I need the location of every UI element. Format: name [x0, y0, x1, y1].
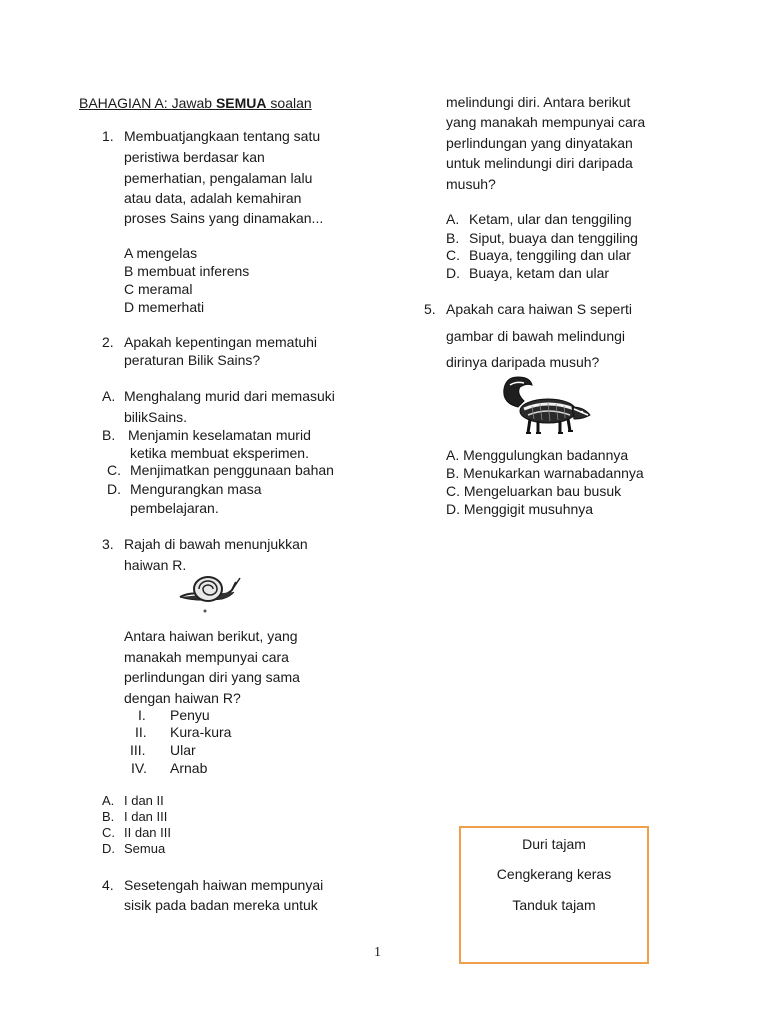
q5-option: C. Mengeluarkan bau busuk — [446, 483, 622, 499]
q4-cont-line: melindungi diri. Antara berikut — [446, 94, 631, 110]
q3-option-text: I dan III — [124, 809, 168, 824]
q4-option-letter: A. — [446, 211, 460, 227]
q5-option: A. Menggulungkan badannya — [446, 447, 629, 463]
q3-option-text: II dan III — [124, 825, 171, 840]
q1-line: Membuatjangkaan tentang satu — [124, 128, 321, 144]
q3-roman-num: I. — [138, 707, 146, 723]
q1-option: C meramal — [124, 281, 193, 297]
q4-option-text: Ketam, ular dan tenggiling — [469, 211, 632, 227]
q4-option-letter: C. — [446, 247, 460, 263]
section-header: BAHAGIAN A: Jawab SEMUA soalan — [79, 95, 312, 111]
q3-line: perlindungan diri yang sama — [124, 669, 300, 685]
q4-line: Sesetengah haiwan mempunyai — [124, 877, 324, 893]
q4-option-text: Buaya, ketam dan ular — [469, 265, 610, 281]
q5-option: D. Menggigit musuhnya — [446, 501, 594, 517]
q2-option-line: Menghalang murid dari memasuki — [124, 388, 335, 404]
q1-option: B membuat inferens — [124, 263, 250, 279]
q3-line: Rajah di bawah menunjukkan — [124, 536, 308, 552]
q3-option-letter: A. — [102, 793, 115, 808]
q3-number: 3. — [102, 536, 114, 552]
q5-number: 5. — [424, 301, 436, 317]
q5-line: Apakah cara haiwan S seperti — [446, 301, 632, 317]
q3-roman-text: Penyu — [170, 707, 210, 723]
q2-option-line: Menjamin keselamatan murid — [128, 427, 311, 443]
q4-number: 4. — [102, 877, 114, 893]
q2-option-letter: A. — [102, 388, 116, 404]
q3-line: haiwan R. — [124, 557, 187, 573]
q1-option: D memerhati — [124, 299, 205, 315]
q3-roman-num: II. — [135, 724, 147, 740]
q3-roman-text: Kura-kura — [170, 724, 232, 740]
q3-option-letter: C. — [102, 825, 115, 840]
q4-cont-line: perlindungan yang dinyatakan — [446, 135, 633, 151]
box-item: Tanduk tajam — [512, 897, 596, 913]
q3-line: manakah mempunyai cara — [124, 649, 289, 665]
q2-option-line: ketika membuat eksperimen. — [130, 445, 309, 461]
q4-cont-line: musuh? — [446, 176, 496, 192]
q2-option-letter: D. — [107, 481, 121, 497]
q2-line: Apakah kepentingan mematuhi — [124, 334, 318, 350]
q3-option-letter: D. — [102, 841, 115, 856]
box-item: Cengkerang keras — [496, 866, 612, 882]
q3-roman-num: IV. — [131, 760, 147, 776]
q2-line: peraturan Bilik Sains? — [124, 352, 261, 368]
q2-option-line: Menjimatkan penggunaan bahan — [130, 462, 334, 478]
q1-line: proses Sains yang dinamakan... — [124, 210, 324, 226]
q2-option-letter: B. — [102, 427, 116, 443]
q2-option-line: Mengurangkan masa — [130, 481, 262, 497]
q4-cont-line: yang manakah mempunyai cara — [446, 114, 646, 130]
q3-option-letter: B. — [102, 809, 115, 824]
q3-line: Antara haiwan berikut, yang — [124, 628, 298, 644]
q3-option-text: I dan II — [124, 793, 164, 808]
q2-option-line: pembelajaran. — [130, 500, 219, 516]
q2-option-letter: C. — [107, 462, 121, 478]
q3-roman-num: III. — [130, 742, 146, 758]
snail-icon — [178, 572, 244, 614]
q1-number: 1. — [102, 128, 114, 144]
q1-option: A mengelas — [124, 245, 198, 261]
q4-cont-line: untuk melindungi diri daripada — [446, 155, 633, 171]
q3-roman-text: Ular — [170, 742, 196, 758]
q4-line: sisik pada badan mereka untuk — [124, 897, 318, 913]
box-item: Duri tajam — [522, 836, 586, 852]
q2-option-line: bilikSains. — [124, 409, 188, 425]
q3-option-text: Semua — [124, 841, 166, 856]
q1-line: peristiwa berdasar kan — [124, 149, 265, 165]
q4-option-letter: B. — [446, 230, 460, 246]
q1-line: pemerhatian, pengalaman lalu — [124, 170, 313, 186]
q3-line: dengan haiwan R? — [124, 690, 241, 706]
q1-line: atau data, adalah kemahiran — [124, 190, 302, 206]
q2-number: 2. — [102, 334, 114, 350]
protection-box — [459, 826, 649, 964]
q3-roman-text: Arnab — [170, 760, 208, 776]
q4-option-text: Siput, buaya dan tenggiling — [469, 230, 638, 246]
skunk-icon — [498, 373, 592, 439]
page-number: 1 — [374, 945, 381, 960]
q4-option-letter: D. — [446, 265, 460, 281]
q5-line: dirinya daripada musuh? — [446, 354, 600, 370]
q5-option: B. Menukarkan warnabadannya — [446, 465, 644, 481]
q5-line: gambar di bawah melindungi — [446, 328, 625, 344]
q4-option-text: Buaya, tenggiling dan ular — [469, 247, 631, 263]
